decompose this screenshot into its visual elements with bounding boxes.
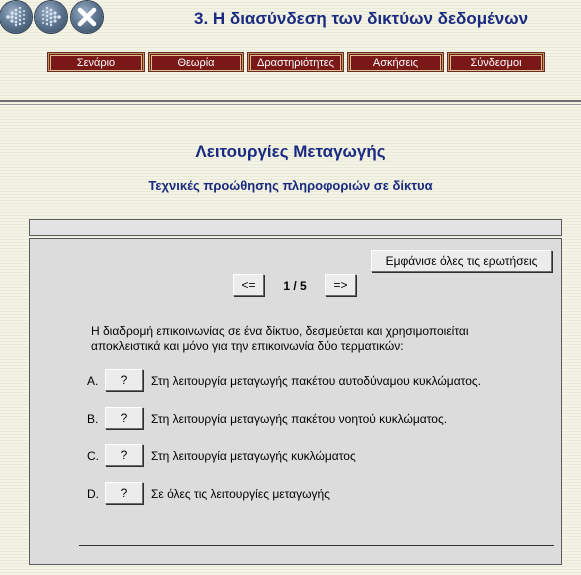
- answer-option-b: [87, 407, 537, 431]
- answer-letter: B.: [87, 412, 99, 426]
- page-heading: 3. Η διασύνδεση των δικτύων δεδομένων: [194, 9, 529, 28]
- answer-b-button[interactable]: ?: [105, 407, 143, 429]
- menu-item-activities[interactable]: [248, 53, 343, 71]
- page-indicator: 1 / 5: [283, 279, 307, 293]
- main-title: Λειτουργίες Μεταγωγής: [195, 142, 386, 161]
- answer-text: Στη λειτουργία μεταγωγής πακέτου αυτοδύναμου κυκλώματος.: [151, 374, 482, 388]
- header-bar: [0, 0, 581, 36]
- separator-line: [0, 100, 581, 102]
- main-menu: [0, 53, 581, 73]
- answer-a-button[interactable]: ?: [105, 369, 143, 391]
- menu-item-label: Σύνδεσμοι: [450, 55, 542, 71]
- separator-line: [0, 104, 581, 105]
- menu-item-label: Ασκήσεις: [350, 55, 441, 71]
- close-icon: [71, 1, 103, 33]
- forward-button[interactable]: [35, 1, 67, 33]
- panel-divider: [79, 545, 554, 546]
- menu-item-theory[interactable]: [149, 53, 243, 71]
- back-icon: [0, 1, 32, 33]
- menu-item-links[interactable]: [448, 53, 544, 71]
- menu-item-exercises[interactable]: [348, 53, 443, 71]
- answer-c-button[interactable]: ?: [105, 444, 143, 466]
- forward-icon: [35, 1, 67, 33]
- back-button[interactable]: [0, 1, 32, 33]
- answer-letter: C.: [87, 449, 99, 463]
- answer-letter: D.: [87, 487, 99, 501]
- answer-d-button[interactable]: ?: [105, 482, 143, 504]
- answer-option-c: [87, 444, 537, 468]
- answer-option-d: [87, 482, 537, 506]
- close-button[interactable]: [71, 1, 103, 33]
- quiz-header-bar: [29, 219, 562, 236]
- answer-option-a: [87, 369, 537, 393]
- show-all-questions-button[interactable]: Εμφάνισε όλες τις ερωτήσεις: [371, 250, 552, 272]
- quiz-panel: [29, 238, 562, 565]
- answer-text: Σε όλες τις λειτουργίες μεταγωγής: [151, 487, 330, 501]
- menu-item-label: Δραστηριότητες: [250, 55, 341, 71]
- menu-item-scenario[interactable]: [48, 53, 144, 71]
- answer-letter: A.: [87, 374, 99, 388]
- question-text: Η διαδρομή επικοινωνίας σε ένα δίκτυο, δεσμεύεται και χρησιμοποιείται αποκλειστικά και μόνο για την επικοινωνία δύο τερματικών:: [91, 324, 469, 353]
- menu-item-label: Θεωρία: [151, 55, 241, 71]
- previous-question-button[interactable]: <=: [233, 274, 264, 296]
- menu-item-label: Σενάριο: [50, 55, 142, 71]
- answer-text: Στη λειτουργία μεταγωγής κυκλώματος: [151, 449, 356, 463]
- answer-text: Στη λειτουργία μεταγωγής πακέτου νοητού κυκλώματος.: [151, 412, 448, 426]
- next-question-button[interactable]: =>: [325, 274, 356, 296]
- sub-title: Τεχνικές προώθησης πληροφοριών σε δίκτυα: [148, 178, 433, 193]
